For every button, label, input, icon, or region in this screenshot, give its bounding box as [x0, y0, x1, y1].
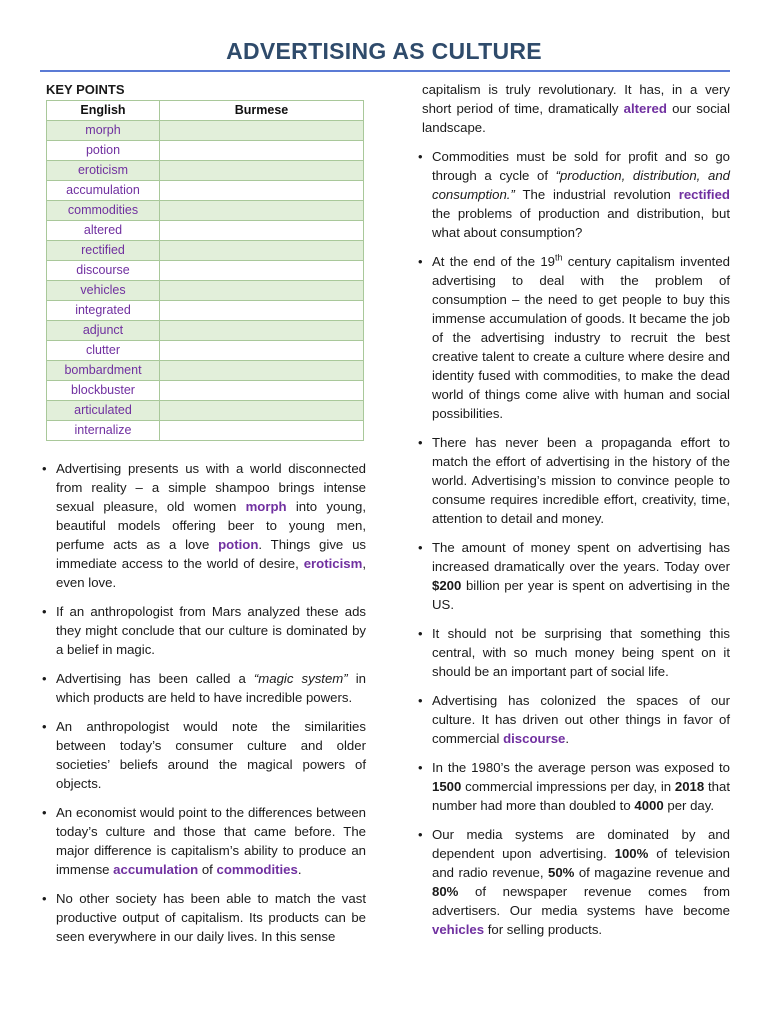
- burmese-translation-cell[interactable]: [160, 261, 364, 281]
- bullet-item: • An anthropologist would note the similarities between today’s consumer culture and older societies’ beliefs around the magical powers of objects.: [30, 717, 366, 793]
- english-term: altered: [47, 221, 160, 241]
- vocabulary-row: [47, 241, 364, 261]
- burmese-translation-cell[interactable]: [160, 221, 364, 241]
- burmese-translation-cell[interactable]: [160, 141, 364, 161]
- keyword-discourse: discourse: [503, 731, 566, 746]
- continued-paragraph: capitalism is truly revolutionary. It has, in a very short period of time, dramatically altered our social landscape.: [422, 82, 730, 135]
- burmese-translation-cell[interactable]: [160, 401, 364, 421]
- bullet-item: • Our media systems are dominated by and dependent upon advertising. 100% of television and radio revenue, 50% of magazine revenue and 80% of newspaper revenue comes from advertisers. Our media systems have become vehicles for selling products.: [406, 825, 730, 939]
- vocabulary-row: [47, 121, 364, 141]
- english-term: vehicles: [47, 281, 160, 301]
- keyword-vehicles: vehicles: [432, 922, 485, 937]
- bullet-item: • In the 1980’s the average person was exposed to 1500 commercial impressions per day, in 2018 that number had more than doubled to 4000 per day.: [406, 758, 730, 815]
- burmese-translation-cell[interactable]: [160, 381, 364, 401]
- keyword-altered: altered: [623, 101, 667, 116]
- english-term: adjunct: [47, 321, 160, 341]
- vocabulary-row: [47, 421, 364, 441]
- bullet-item: • No other society has been able to match the vast productive output of capitalism. Its products can be seen everywhere in our daily lives. In this sense: [30, 889, 366, 946]
- key-points-heading: KEY POINTS: [46, 82, 125, 97]
- keyword-eroticism: eroticism: [303, 556, 363, 571]
- right-column: [406, 80, 730, 949]
- burmese-translation-cell[interactable]: [160, 361, 364, 381]
- vocabulary-row: [47, 341, 364, 361]
- english-term: commodities: [47, 201, 160, 221]
- english-term: clutter: [47, 341, 160, 361]
- burmese-translation-cell[interactable]: [160, 281, 364, 301]
- bullet-item: • It should not be surprising that something this central, with so much money being spent on it should be an important part of social life.: [406, 624, 730, 681]
- keyword-morph: morph: [245, 499, 287, 514]
- vocabulary-body: [47, 121, 364, 441]
- vocabulary-row: [47, 381, 364, 401]
- english-term: accumulation: [47, 181, 160, 201]
- left-column: [30, 80, 366, 956]
- burmese-translation-cell[interactable]: [160, 421, 364, 441]
- title-divider: [40, 70, 730, 72]
- english-term: discourse: [47, 261, 160, 281]
- right-bullet-list: [406, 147, 730, 939]
- vocabulary-row: [47, 181, 364, 201]
- keyword-accumulation: accumulation: [113, 862, 199, 877]
- bullet-item: • At the end of the 19th century capitalism invented advertising to deal with the problem of consumption – the need to get people to buy this immense accumulation of goods. It became the job of the advertising industry to recruit the best creative talent to create a culture where desire and identity fused with commodities, to make the dead world of things come alive with human and social possibilities.: [406, 252, 730, 423]
- vocabulary-row: [47, 141, 364, 161]
- vocabulary-table: [46, 100, 364, 441]
- bullet-item: • There has never been a propaganda effort to match the effort of advertising in the history of the world. Advertising’s mission to convince people to consume requires incredible effort, creativity, time, attention to detail and money.: [406, 433, 730, 528]
- burmese-column-header: Burmese: [160, 101, 364, 121]
- vocabulary-row: [47, 261, 364, 281]
- english-term: integrated: [47, 301, 160, 321]
- english-term: morph: [47, 121, 160, 141]
- english-term: rectified: [47, 241, 160, 261]
- burmese-translation-cell[interactable]: [160, 121, 364, 141]
- burmese-translation-cell[interactable]: [160, 321, 364, 341]
- bullet-item: • If an anthropologist from Mars analyzed these ads they might conclude that our culture is dominated by a belief in magic.: [30, 602, 366, 659]
- english-term: articulated: [47, 401, 160, 421]
- burmese-translation-cell[interactable]: [160, 181, 364, 201]
- vocabulary-row: [47, 301, 364, 321]
- english-column-header: English: [47, 101, 160, 121]
- bullet-item: • Commodities must be sold for profit and so go through a cycle of “production, distribution, and consumption.” The industrial revolution rectified the problems of production and distribution, but what about consumption?: [406, 147, 730, 242]
- bullet-item: • The amount of money spent on advertising has increased dramatically over the years. Today over $200 billion per year is spent on advertising in the US.: [406, 538, 730, 614]
- keyword-commodities: commodities: [216, 862, 298, 877]
- burmese-translation-cell[interactable]: [160, 161, 364, 181]
- vocabulary-row: [47, 401, 364, 421]
- bullet-item: • Advertising has colonized the spaces of our culture. It has driven out other things in favor of commercial discourse.: [406, 691, 730, 748]
- left-bullet-list: [30, 459, 366, 946]
- vocabulary-row: [47, 321, 364, 341]
- keyword-rectified: rectified: [678, 187, 730, 202]
- vocabulary-row: [47, 361, 364, 381]
- english-term: blockbuster: [47, 381, 160, 401]
- keyword-potion: potion: [218, 537, 259, 552]
- page-title: ADVERTISING AS CULTURE: [226, 38, 542, 64]
- vocabulary-row: [47, 221, 364, 241]
- english-term: bombardment: [47, 361, 160, 381]
- english-term: eroticism: [47, 161, 160, 181]
- burmese-translation-cell[interactable]: [160, 201, 364, 221]
- vocabulary-row: [47, 201, 364, 221]
- burmese-translation-cell[interactable]: [160, 341, 364, 361]
- bullet-item: • An economist would point to the differences between today’s culture and those that came before. The major difference is capitalism’s ability to produce an immense accumulation of commodities.: [30, 803, 366, 879]
- vocabulary-header-row: [47, 101, 364, 121]
- english-term: potion: [47, 141, 160, 161]
- bullet-item: • Advertising presents us with a world disconnected from reality – a simple shampoo brings intense sexual pleasure, old women morph into young, beautiful models offering beer to young men, perfume acts as a love potion. Things give us immediate access to the world of desire, eroticism, even love.: [30, 459, 366, 592]
- vocabulary-row: [47, 161, 364, 181]
- english-term: internalize: [47, 421, 160, 441]
- burmese-translation-cell[interactable]: [160, 301, 364, 321]
- bullet-item: • Advertising has been called a “magic system” in which products are held to have incredible powers.: [30, 669, 366, 707]
- vocabulary-row: [47, 281, 364, 301]
- burmese-translation-cell[interactable]: [160, 241, 364, 261]
